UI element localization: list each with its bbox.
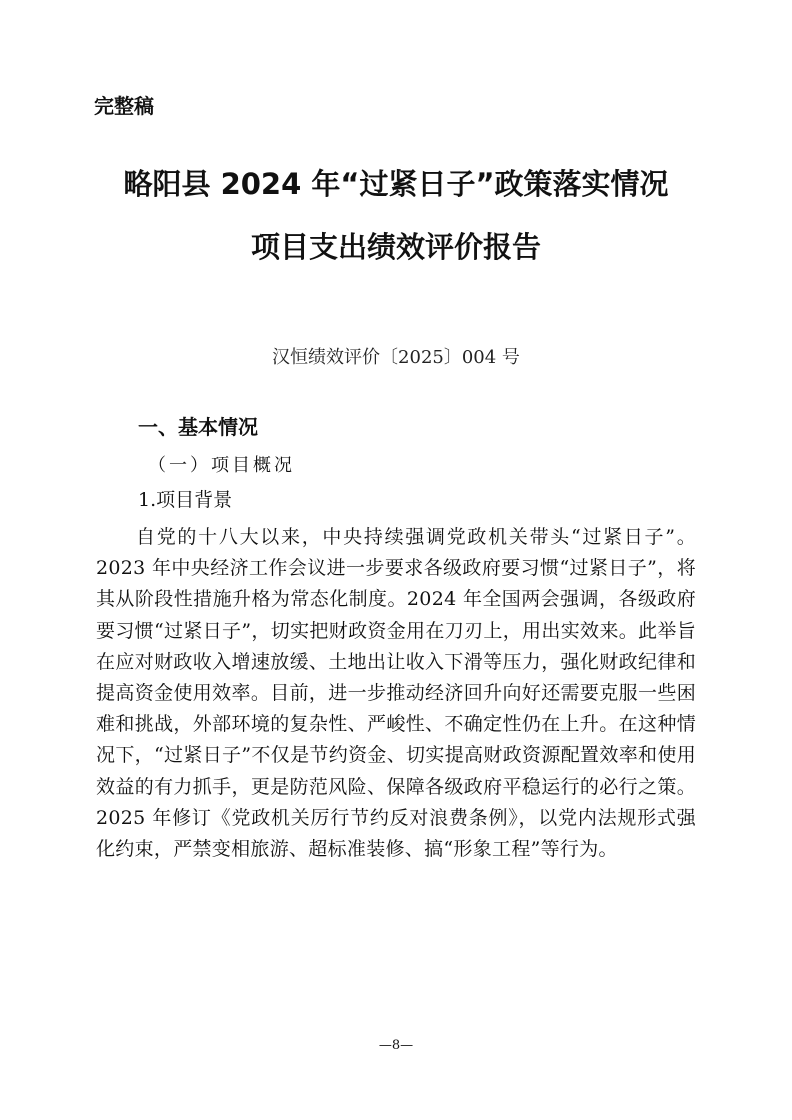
report-title-line-2: 项目支出绩效评价报告 xyxy=(250,230,541,264)
item-heading: 1.项目背景 xyxy=(138,489,233,511)
body-paragraph: 自党的十八大以来，中央持续强调党政机关带头“过紧日子”。2023 年中央经济工作会议进一步要求各级政府要习惯“过紧日子”，将其从阶段性措施升格为常态化制度。2024 年全国两会强调，各级政府要习惯“过紧日子”，切实把财政资金用在刀刃上，用出实效来。此举旨在应对财政收入增速放缓、土地出让收入下滑等压力，强化财政纪律和提高资金使用效率。目前，进一步推动经济回升向好还需要克服一些困难和挑战，外部环境的复杂性、严峻性、不确定性仍在上升。在这种情况下，“过紧日子”不仅是节约资金、切实提高财政资源配置效率和使用效益的有力抓手，更是防范风险、保障各级政府平稳运行的必行之策。2025 年修订《党政机关厉行节约反对浪费条例》，以党内法规形式强化约束，严禁变相旅游、超标准装修、搞“形象工程”等行为。 xyxy=(96,526,696,861)
subsection-heading: （一）项目概况 xyxy=(148,455,295,476)
report-title-line-1: 略阳县 2024 年“过紧日子”政策落实情况 xyxy=(123,167,669,201)
section-heading: 一、基本情况 xyxy=(138,415,258,439)
page-number: —8— xyxy=(378,1038,414,1053)
draft-label: 完整稿 xyxy=(94,94,154,118)
document-number: 汉恒绩效评价〔2025〕004 号 xyxy=(272,347,520,368)
